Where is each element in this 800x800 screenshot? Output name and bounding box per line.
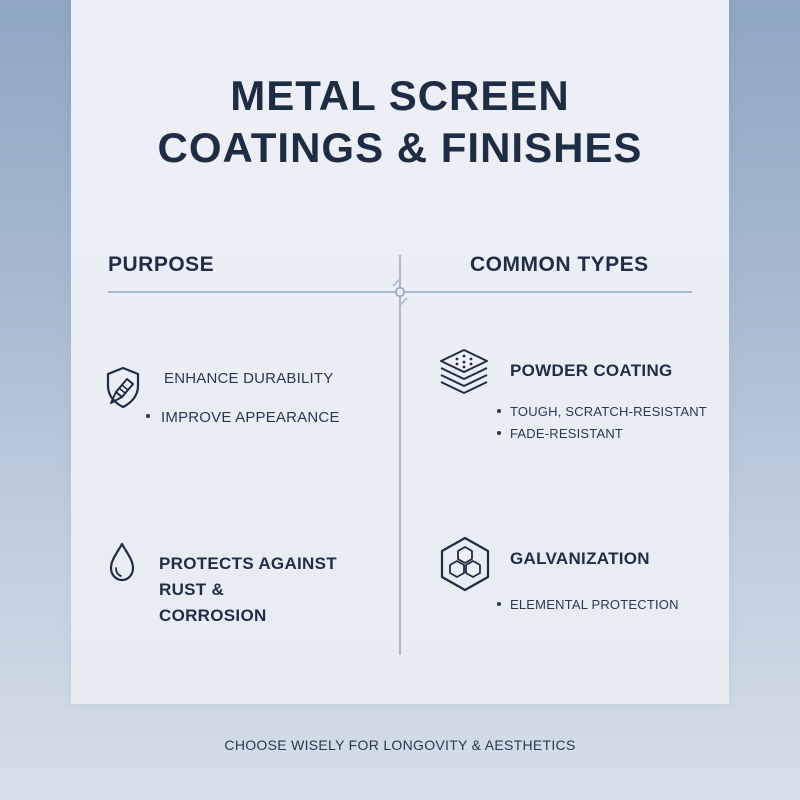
purpose-item-2-text (159, 551, 337, 629)
purpose-item-2-line-1: PROTECTS AGAINST (159, 554, 337, 573)
common-types-heading: COMMON TYPES (470, 253, 649, 276)
powder-coating-bullet-1 (497, 404, 707, 419)
powder-coating-bullet-2 (497, 426, 623, 441)
galvanization-title: GALVANIZATION (510, 549, 650, 568)
bullet-dot (146, 414, 150, 418)
hexagon-cells-icon (438, 535, 492, 593)
purpose-item-2-line-3: CORROSION (159, 606, 267, 625)
page-title (0, 70, 800, 174)
divider-junction-icon (384, 276, 416, 308)
powder-coating-title: POWDER COATING (510, 361, 673, 380)
galvanization-bullet-1-text: ELEMENTAL PROTECTION (510, 597, 679, 612)
galvanization-bullet-1 (497, 597, 679, 612)
purpose-item-1-text: ENHANCE DURABILITY (164, 370, 334, 387)
shield-brush-icon (103, 365, 149, 411)
purpose-item-1-bullet-text: IMPROVE APPEARANCE (161, 409, 340, 426)
purpose-item-2-line-2: RUST & (159, 580, 225, 599)
bullet-dot (497, 602, 501, 606)
title-line-1: METAL SCREEN (230, 72, 570, 119)
powder-coating-bullet-2-text: FADE-RESISTANT (510, 426, 624, 441)
footer-tagline: CHOOSE WISELY FOR LONGOVITY & AESTHETICS (224, 737, 576, 753)
purpose-item-1-bullet (146, 409, 340, 426)
bullet-dot (497, 409, 501, 413)
bullet-dot (497, 431, 501, 435)
water-drop-icon (107, 541, 137, 583)
powder-coating-bullet-1-text: TOUGH, SCRATCH-RESISTANT (510, 404, 707, 419)
title-line-2: COATINGS & FINISHES (157, 124, 643, 171)
vertical-divider (399, 255, 401, 655)
purpose-heading: PURPOSE (108, 253, 215, 276)
layers-stack-icon (437, 347, 491, 397)
